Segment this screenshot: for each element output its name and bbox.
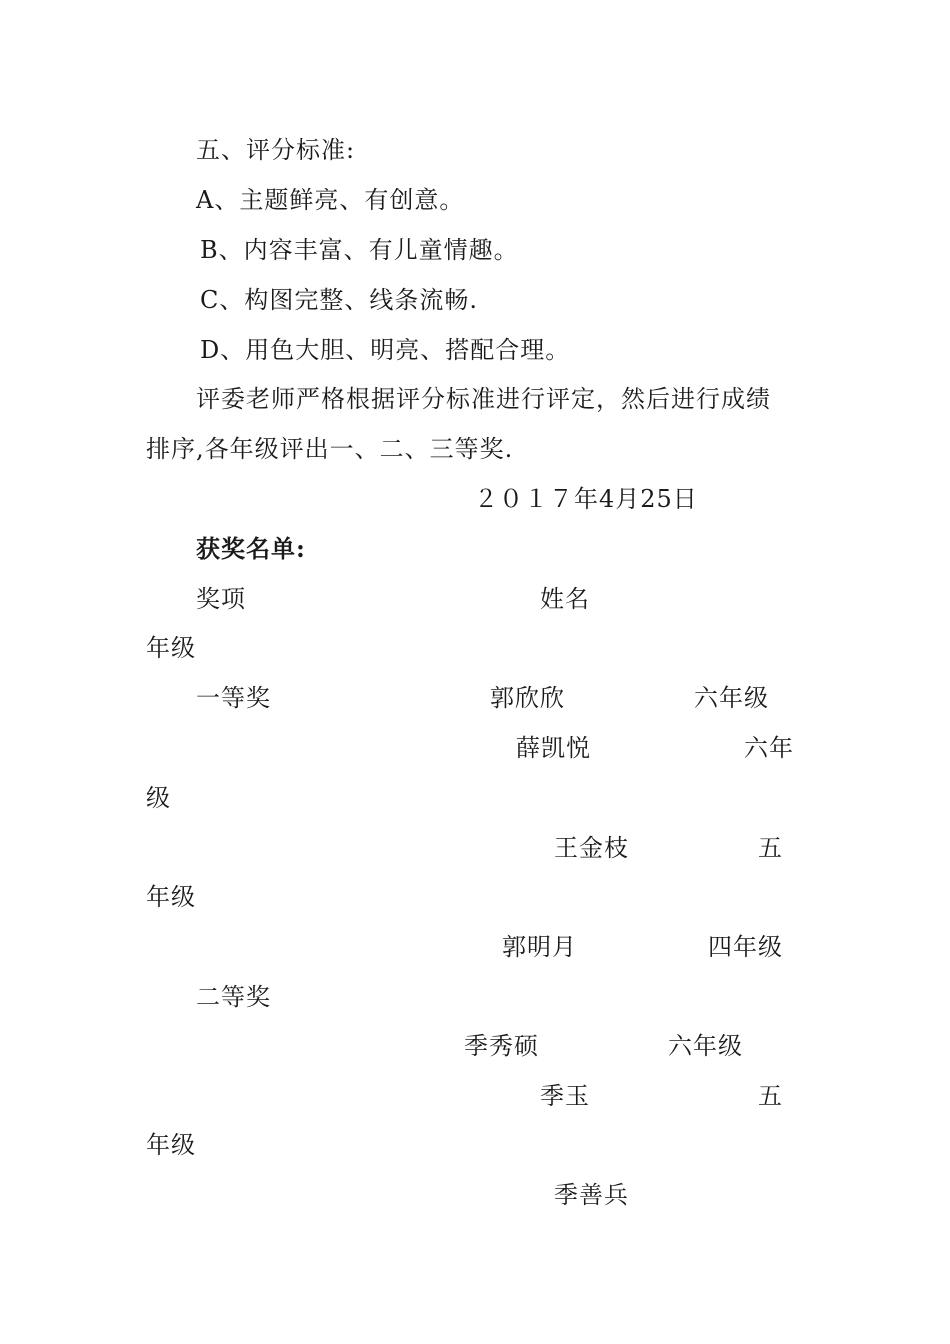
winner-grade: 四年级	[708, 933, 783, 961]
document-date: ２０１７年4月25日	[474, 485, 698, 513]
awards-title: 获奖名单:	[196, 534, 306, 563]
winner-name: 郭欣欣	[490, 684, 565, 712]
header-name: 姓名	[540, 585, 590, 613]
second-prize-label: 二等奖	[196, 983, 271, 1011]
header-award: 奖项	[196, 585, 246, 613]
first-prize-label: 一等奖	[196, 684, 271, 712]
winner-name: 季善兵	[554, 1181, 629, 1209]
winner-grade: 六年级	[668, 1032, 743, 1060]
criteria-item-a: A、主题鲜亮、有创意。	[196, 186, 465, 214]
winner-name: 季秀硕	[464, 1032, 539, 1060]
winner-grade-part1: 五	[758, 1082, 783, 1110]
winner-name: 郭明月	[502, 933, 577, 961]
winner-name: 薛凯悦	[516, 734, 591, 762]
body-paragraph-line2: 排序,各年级评出一、二、三等奖.	[146, 435, 514, 463]
winner-grade-part2: 级	[146, 784, 171, 812]
criteria-item-b: B、内容丰富、有儿童情趣。	[200, 236, 519, 264]
criteria-item-c: C、构图完整、线条流畅.	[200, 286, 478, 314]
winner-grade-part1: 六年	[744, 734, 794, 762]
winner-grade-part2: 年级	[146, 1131, 196, 1159]
body-paragraph-line1: 评委老师严格根据评分标准进行评定，然后进行成绩	[196, 385, 771, 413]
criteria-item-d: D、用色大胆、明亮、搭配合理。	[200, 336, 571, 364]
winner-name: 季玉	[540, 1082, 590, 1110]
winner-grade-part2: 年级	[146, 883, 196, 911]
header-grade: 年级	[146, 634, 196, 662]
winner-grade-part1: 五	[758, 834, 783, 862]
criteria-heading: 五、评分标准:	[196, 136, 356, 164]
winner-grade: 六年级	[694, 684, 769, 712]
winner-name: 王金枝	[554, 834, 629, 862]
